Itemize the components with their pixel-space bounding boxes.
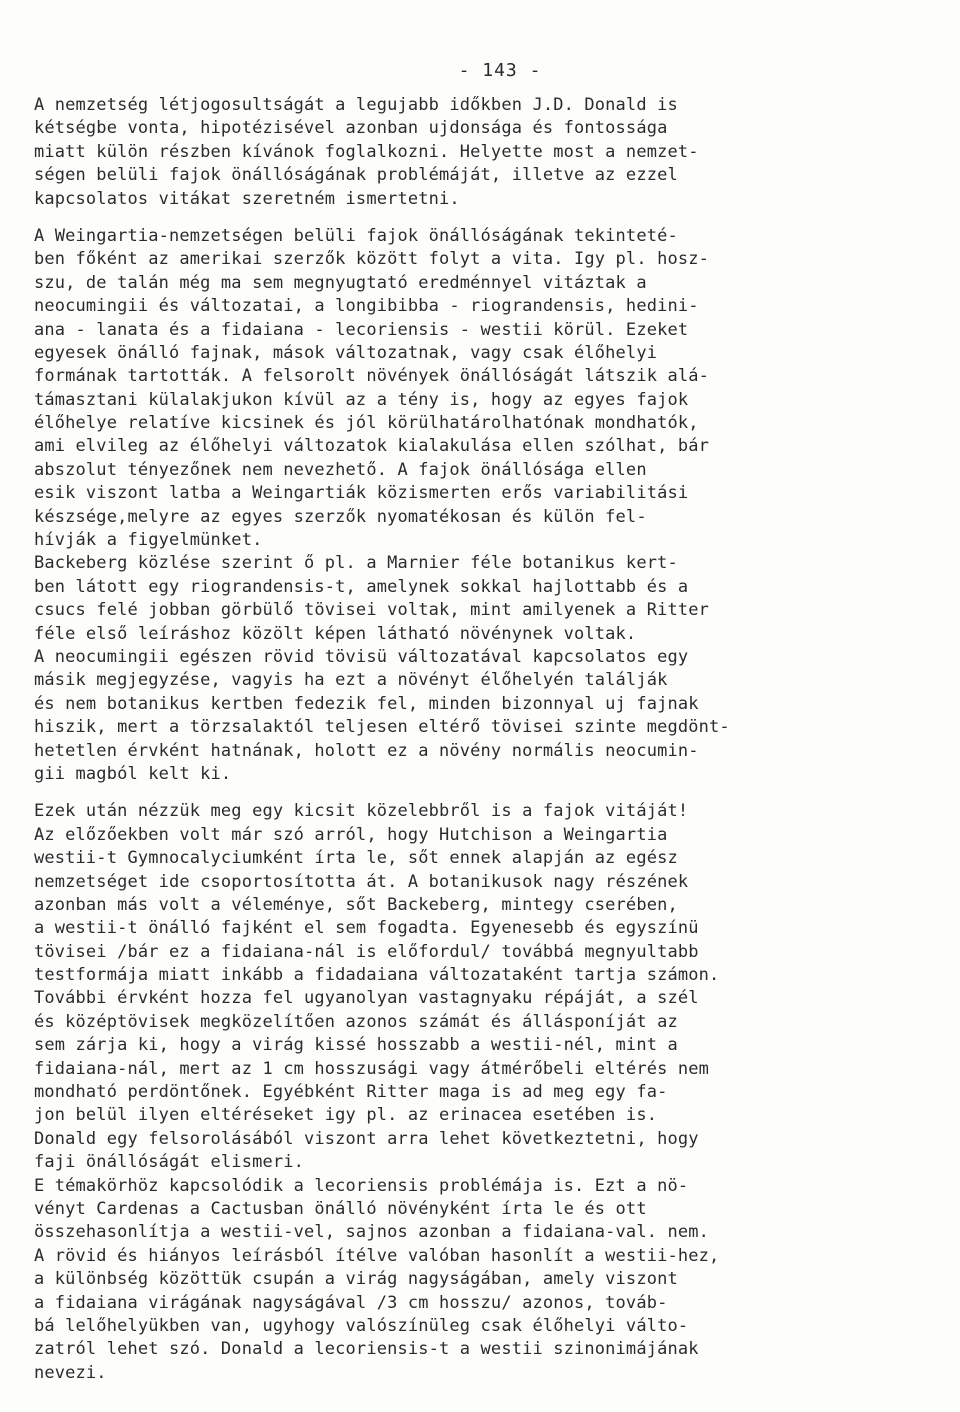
text-line: gii magból kelt ki. [34, 763, 232, 784]
text-line: ami elvileg az élőhelyi változatok kialakulása ellen szólhat, bár [34, 436, 710, 457]
paragraph-gap [34, 211, 864, 225]
page-number: - 143 - [458, 60, 542, 81]
text-line: neocumingii és változatai, a longibibba - riograndensis, hedini- [34, 296, 699, 317]
text-line: fidaiana-nál, mert az 1 cm hosszusági vagy átmérőbeli eltérés nem [34, 1058, 710, 1079]
paragraph-block [34, 800, 864, 1385]
text-line: ségen belüli fajok önállóságának problémáját, illetve az ezzel [34, 165, 678, 186]
text-line: sem zárja ki, hogy a virág kissé hosszabb a westii-nél, mint a [34, 1035, 678, 1056]
text-line: ben főként az amerikai szerzők között folyt a vita. Igy pl. hosz- [34, 249, 710, 270]
text-line: a különbség közöttük csupán a virág nagyságában, amely viszont [34, 1269, 678, 1290]
body-text [34, 94, 864, 1385]
text-line: További érvként hozza fel ugyanolyan vastagnyaku répáját, a szél [34, 988, 699, 1009]
text-line: féle első leíráshoz közölt képen látható növénynek voltak. [34, 623, 637, 644]
text-line: westii-t Gymnocalyciumként írta le, sőt ennek alapján az egész [34, 848, 678, 869]
text-line: abszolut tényezőnek nem nevezhető. A fajok önállósága ellen [34, 459, 647, 480]
text-line: nemzetséget ide csoportosította át. A botanikusok nagy részének [34, 871, 689, 892]
text-line: és nem botanikus kertben fedezik fel, minden bizonnyal uj fajnak [34, 693, 699, 714]
paragraph-gap [34, 786, 864, 800]
text-line: E témakörhöz kapcsolódik a lecoriensis problémája is. Ezt a nö- [34, 1175, 689, 1196]
text-line: másik megjegyzése, vagyis ha ezt a növényt élőhelyén találják [34, 670, 668, 691]
text-line: összehasonlítja a westii-vel, sajnos azonban a fidaiana-val. nem. [34, 1222, 710, 1243]
text-line: hívják a figyelmünket. [34, 530, 263, 551]
text-line: miatt külön részben kívánok foglalkozni. Helyette most a nemzet- [34, 141, 699, 162]
paragraph-block [34, 94, 864, 211]
text-line: kétségbe vonta, hipotézisével azonban ujdonsága és fontossága [34, 118, 668, 139]
text-line: a fidaiana virágának nagyságával /3 cm hosszu/ azonos, továb- [34, 1292, 668, 1313]
text-line: azonban más volt a véleménye, sőt Backeberg, mintegy cserében, [34, 894, 678, 915]
text-line: zatról lehet szó. Donald a lecoriensis-t a westii szinonimájának [34, 1339, 699, 1360]
text-line: készsége,melyre az egyes szerzők nyomatékosan és külön fel- [34, 506, 647, 527]
text-line: csucs felé jobban görbülő tövisei voltak, mint amilyenek a Ritter [34, 600, 710, 621]
text-line: egyesek önálló fajnak, mások változatnak, vagy csak élőhelyi [34, 342, 658, 363]
text-line: szu, de talán még ma sem megnyugtató eredménnyel vitáztak a [34, 272, 647, 293]
text-line: A Weingartia-nemzetségen belüli fajok önállóságának tekinteté- [34, 225, 678, 246]
text-line: jon belül ilyen eltéréseket igy pl. az erinacea esetében is. [34, 1105, 658, 1126]
text-line: támasztani külalakjukon kívül az a tény is, hogy az egyes fajok [34, 389, 689, 410]
text-line: formának tartották. A felsorolt növények önállóságát látszik alá- [34, 366, 710, 387]
text-line: testformája miatt inkább a fidadaiana változataként tartja számon. [34, 965, 720, 986]
text-line: kapcsolatos vitákat szeretném ismertetni. [34, 188, 460, 209]
text-line: hetetlen érvként hatnának, holott ez a növény normális neocumin- [34, 740, 699, 761]
text-line: mondható perdöntőnek. Egyébként Ritter maga is ad meg egy fa- [34, 1082, 668, 1103]
text-line: élőhelye relatíve kicsinek és jól körülhatárolhatónak mondhatók, [34, 413, 699, 434]
text-line: és középtövisek megközelítően azonos számát és állásponíját az [34, 1011, 678, 1032]
text-line: nevezi. [34, 1362, 107, 1383]
text-line: a westii-t önálló fajként el sem fogadta. Egyenesebb és egyszínü [34, 918, 699, 939]
text-line: ben látott egy riograndensis-t, amelynek sokkal hajlottabb és a [34, 576, 689, 597]
text-line: Ezek után nézzük meg egy kicsit közelebbről is a fajok vitáját! [34, 801, 689, 822]
text-line: bá lelőhelyükben van, ugyhogy valószínüleg csak élőhelyi válto- [34, 1315, 689, 1336]
text-line: Backeberg közlése szerint ő pl. a Marnier féle botanikus kert- [34, 553, 678, 574]
text-line: A neocumingii egészen rövid tövisü változatával kapcsolatos egy [34, 646, 689, 667]
text-line: ana - lanata és a fidaiana - lecoriensis - westii körül. Ezeket [34, 319, 689, 340]
text-line: vényt Cardenas a Cactusban önálló növényként írta le és ott [34, 1198, 647, 1219]
text-line: A nemzetség létjogosultságát a legujabb időkben J.D. Donald is [34, 95, 678, 115]
paragraph-block [34, 225, 864, 786]
text-line: A rövid és hiányos leírásból ítélve valóban hasonlít a westii-hez, [34, 1245, 720, 1266]
text-line: Donald egy felsorolásából viszont arra lehet következtetni, hogy [34, 1128, 699, 1149]
text-line: faji önállóságát elismeri. [34, 1152, 305, 1173]
text-line: Az előzőekben volt már szó arról, hogy Hutchison a Weingartia [34, 824, 668, 845]
text-line: tövisei /bár ez a fidaiana-nál is előfordul/ továbbá megnyultabb [34, 941, 699, 962]
text-line: hiszik, mert a törzsalaktól teljesen eltérő tövisei szinte megdönt- [34, 717, 730, 738]
text-line: esik viszont latba a Weingartiák közismerten erős variabilitási [34, 483, 689, 504]
